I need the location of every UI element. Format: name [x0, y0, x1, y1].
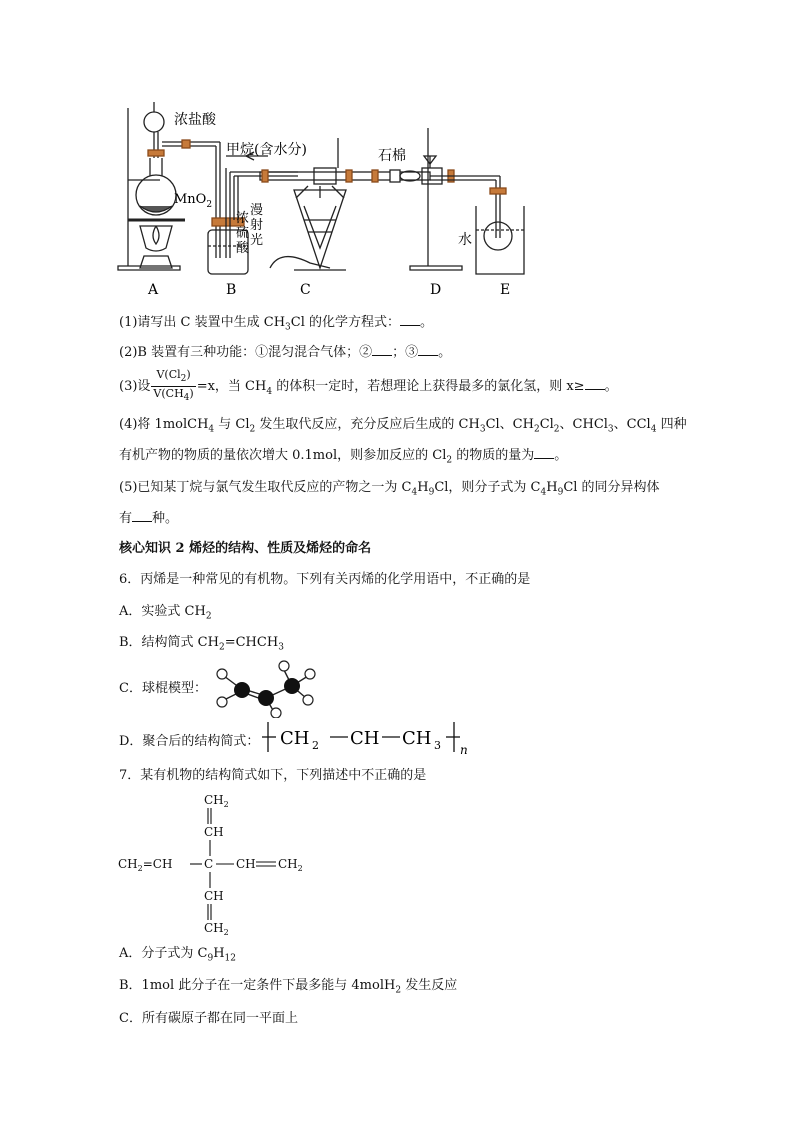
- label-diffuse-3: 光: [250, 233, 264, 248]
- struct-bot1: CH: [204, 889, 224, 903]
- ball-stick-model: [200, 656, 330, 718]
- struct-righth: $CH_2$: [278, 857, 303, 873]
- q7-stem: 7．某有机物的结构简式如下，下列描述中不正确的是: [119, 768, 427, 783]
- struct-center: C: [204, 857, 214, 871]
- q7-option-c: C．所有碳原子都在同一平面上: [119, 1011, 298, 1026]
- station-e: E: [500, 282, 511, 298]
- polymer-formula: [262, 718, 476, 760]
- struct-right: CH: [236, 857, 256, 871]
- apparatus-diagram: [110, 98, 530, 300]
- polymer-ch2-sub: 2: [312, 739, 319, 752]
- struct-top1: $CH_2$: [204, 793, 229, 809]
- polymer-ch: CH: [350, 728, 380, 749]
- label-sulfuric-a: 浓: [236, 211, 250, 226]
- section-title: 核心知识 2 烯烃的结构、性质及烯烃的命名: [119, 541, 372, 556]
- label-methane: 甲烷(含水分): [226, 142, 307, 158]
- q5-part2: (2)B 装置有三种功能：①混匀混合气体；② ；③ 。: [119, 345, 452, 360]
- struct-bot2: $CH_2$: [204, 921, 229, 937]
- q6-option-a: A．实验式 $CH_2$: [119, 604, 212, 622]
- station-b: B: [226, 282, 237, 298]
- polymer-ch2: CH: [280, 728, 310, 749]
- label-sulfuric-b: 硫: [236, 226, 250, 241]
- q5-part4-line2: 有机产物的物质的量依次增大 0.1mol，则参加反应的 $Cl_2$ 的物质的量为 。: [119, 448, 568, 466]
- label-water: 水: [458, 232, 472, 248]
- label-sulfuric-c: 酸: [236, 241, 250, 256]
- q6-option-c: C．球棍模型：: [119, 681, 207, 696]
- q5-part5-line2: 有 种。: [119, 511, 179, 526]
- q5-part5-line1: (5)已知某丁烷与氯气发生取代反应的产物之一为 $C_4H_9Cl$，则分子式为 $C_4H_9Cl$ 的同分异构体: [119, 480, 660, 498]
- label-diffuse-2: 射: [250, 218, 264, 233]
- struct-top2: CH: [204, 825, 224, 839]
- q5-part3: (3)设 $\frac{V(Cl_2)}{V(CH_4)}$ =x，当 $CH_4$ 的体积一定时，若想理论上获得最多的氯化氢，则 x≥ 。: [119, 368, 618, 404]
- q6-stem: 6．丙烯是一种常见的有机物。下列有关丙烯的化学用语中，不正确的是: [119, 572, 531, 587]
- q7-option-b: B．1mol 此分子在一定条件下最多能与 4molH$_2$ 发生反应: [119, 978, 458, 996]
- polymer-n: n: [460, 743, 468, 757]
- q6-option-b: B．结构简式 $CH_2=CHCH_3$: [119, 635, 284, 653]
- q6-option-d: D．聚合后的结构简式：: [119, 734, 260, 749]
- q5-part1: (1)请写出 C 装置中生成 $CH_3Cl$ 的化学方程式： 。: [119, 315, 434, 333]
- q5-part4-line1: (4)将 1molCH$_4$ 与 $Cl_2$ 发生取代反应，充分反应后生成的 $CH_3Cl$、$CH_2Cl_2$、CHCl$_3$、CCl$_4$ 四种: [119, 417, 687, 435]
- label-asbestos: 石棉: [378, 148, 406, 164]
- label-mno2: MnO$_2$: [174, 192, 213, 210]
- label-hcl: 浓盐酸: [174, 112, 216, 128]
- label-diffuse-1: 漫: [250, 203, 264, 218]
- q7-structure: [116, 792, 316, 938]
- station-a: A: [148, 282, 159, 298]
- polymer-ch3: CH: [402, 728, 432, 749]
- polymer-ch3-sub: 3: [434, 739, 441, 752]
- q7-option-a: A．分子式为 $C_9H_{12}$: [119, 946, 236, 964]
- station-d: D: [430, 282, 442, 298]
- struct-left: $CH_2=CH$: [118, 857, 173, 873]
- station-c: C: [300, 282, 311, 298]
